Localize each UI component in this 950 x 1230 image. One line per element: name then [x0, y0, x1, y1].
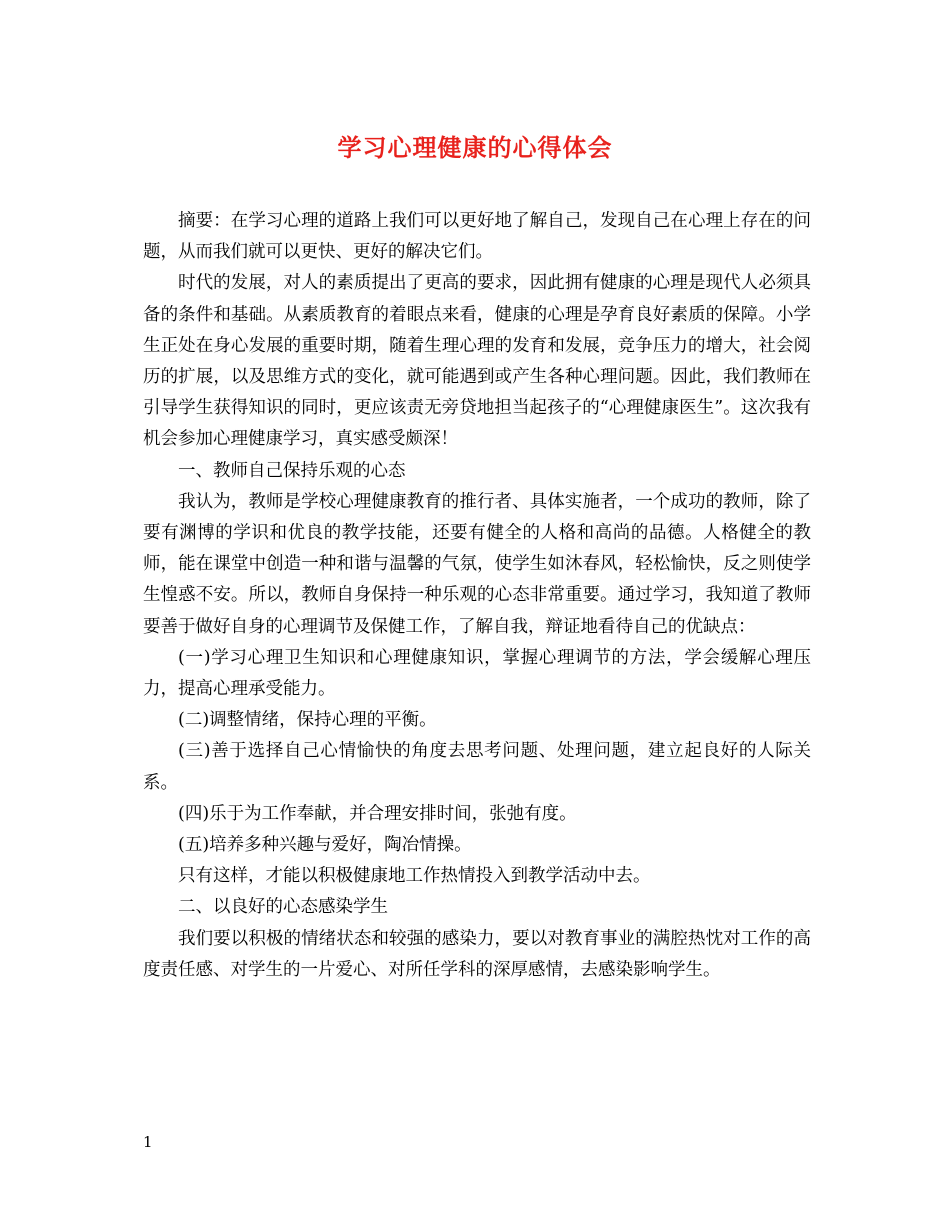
body-paragraph: 我们要以积极的情绪状态和较强的感染力，要以对教育事业的满腔热忱对工作的高度责任感、对学生的一片爱心、对所任学科的深厚感情，去感染影响学生。 [143, 928, 811, 980]
body-paragraph: 只有这样，才能以积极健康地工作热情投入到教学活动中去。 [178, 866, 651, 887]
section-heading: 二、以良好的心态感染学生 [178, 897, 388, 918]
list-item: (一)学习心理卫生知识和心理健康知识，掌握心理调节的方法，学会缓解心理压力，提高心理承受能力。 [143, 647, 811, 700]
document-body [143, 206, 811, 986]
page-number: 1 [143, 1133, 153, 1151]
abstract-paragraph: 摘要：在学习心理的道路上我们可以更好地了解自己，发现自己在心理上存在的问题，从而我们就可以更快、更好的解决它们。 [143, 211, 811, 263]
section-heading: 一、教师自己保持乐观的心态 [178, 460, 406, 481]
list-item: (二)调整情绪，保持心理的平衡。 [178, 710, 437, 731]
list-item: (四)乐于为工作奉献，并合理安排时间，张弛有度。 [178, 803, 577, 824]
document-title: 学习心理健康的心得体会 [337, 133, 613, 162]
body-paragraph: 我认为，教师是学校心理健康教育的推行者、具体实施者，一个成功的教师，除了要有渊博的学识和优良的教学技能，还要有健全的人格和高尚的品德。人格健全的教师，能在课堂中创造一种和谐与温馨的气氛，使学生如沐春风，轻松愉快，反之则使学生惶惑不安。所以，教师自身保持一种乐观的心态非常重要。通过学习，我知道了教师要善于做好自身的心理调节及保健工作，了解自我，辩证地看待自己的优缺点： [143, 491, 811, 637]
body-paragraph: 时代的发展，对人的素质提出了更高的要求，因此拥有健康的心理是现代人必须具备的条件和基础。从素质教育的着眼点来看，健康的心理是孕育良好素质的保障。小学生正处在身心发展的重要时期，随着生理心理的发育和发展，竞争压力的增大，社会阅历的扩展，以及思维方式的变化，就可能遇到或产生各种心理问题。因此，我们教师在引导学生获得知识的同时，更应该责无旁贷地担当起孩子的“心理健康医生”。这次我有机会参加心理健康学习，真实感受颇深！ [143, 273, 811, 450]
list-item: (五)培养多种兴趣与爱好，陶冶情操。 [178, 835, 472, 856]
list-item: (三)善于选择自己心情愉快的角度去思考问题、处理问题，建立起良好的人际关系。 [143, 741, 811, 793]
